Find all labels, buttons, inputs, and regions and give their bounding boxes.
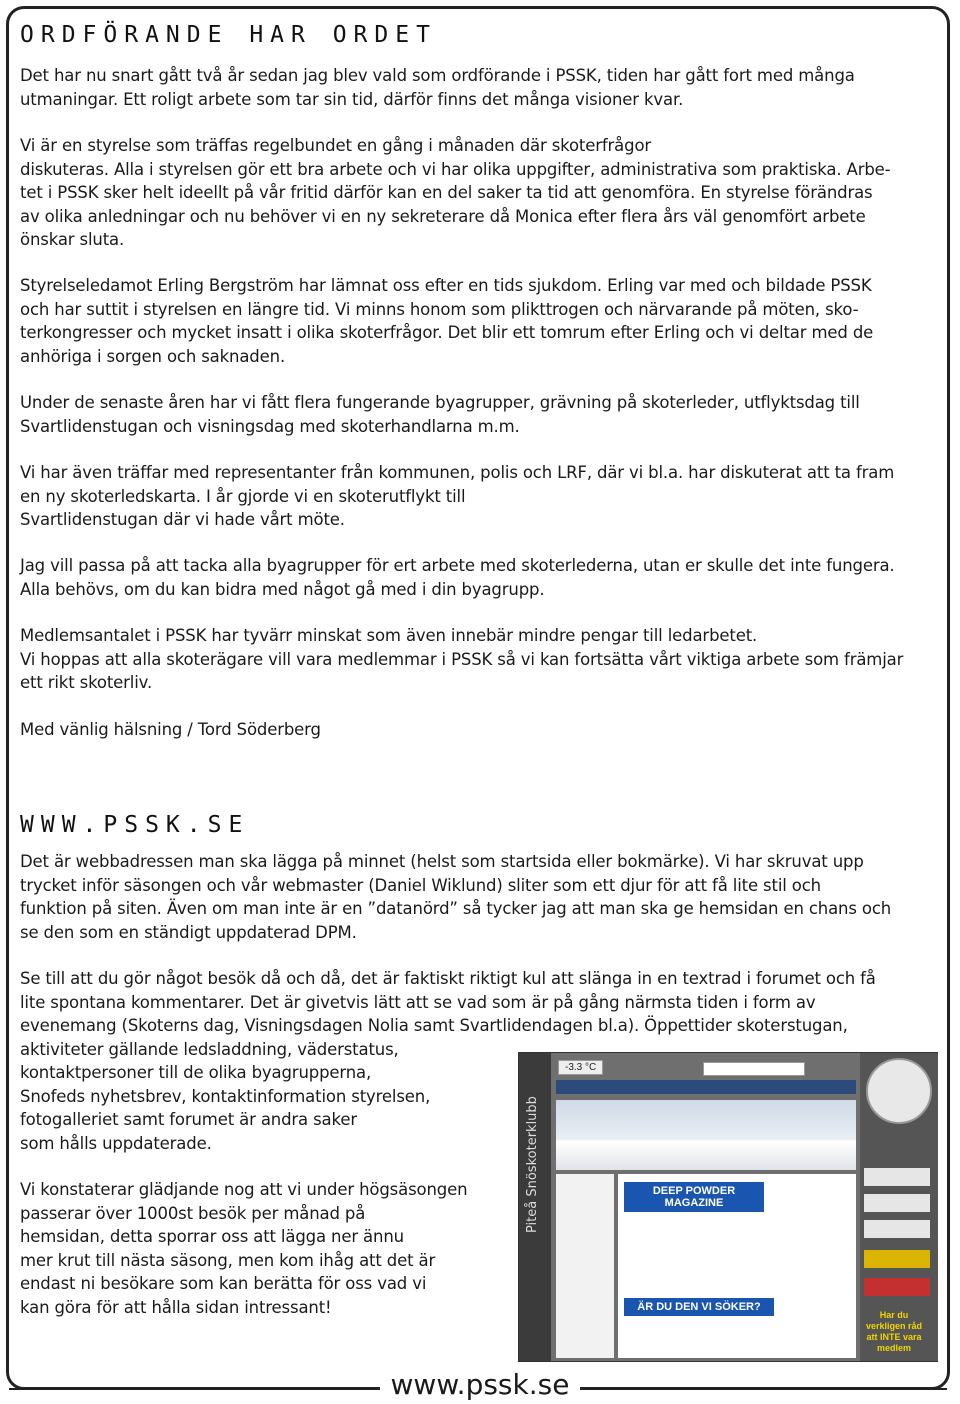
screenshot-magazine-banner: DEEP POWDER MAGAZINE: [624, 1182, 764, 1212]
screenshot-sidebar: [519, 1053, 551, 1361]
screenshot-ad-text: Har du verkligen råd att INTE vara medlem: [865, 1310, 923, 1353]
screenshot-sidebar-title: Piteå Snöskoterklubb: [525, 1096, 540, 1233]
chairman-paragraph-4: Under de senaste åren har vi fått flera fungerande byagrupper, grävning på skoterleder, utflyktsdag till Svartlidenstugan och visningsdag med skoterhandlarna m.m.: [20, 393, 860, 436]
screenshot-nav-bar: [556, 1080, 856, 1094]
website-heading: WWW.PSSK.SE: [20, 812, 250, 838]
screenshot-ad-3: [864, 1220, 930, 1238]
screenshot-club-logo: [866, 1058, 932, 1124]
chairman-paragraph-7: Medlemsantalet i PSSK har tyvärr minskat som även innebär mindre pengar till ledarbetet. Vi hoppas att alla skoterägare vill vara medlemmar i PSSK så vi kan fortsätta vårt viktiga arbete som främjar ett rikt skoterliv.: [20, 626, 904, 692]
screenshot-search-box: [703, 1062, 805, 1076]
screenshot-ad-5: [864, 1278, 930, 1296]
website-paragraph-2: Se till att du gör något besök då och då, det är faktiskt riktigt kul att slänga in en textrad i forumet och få lite spontana kommentarer. Det är givetvis lätt att se vad som är på gång närmsta tiden i form av evenemang (Skoterns dag, Visningsdagen Nolia samt Svartlidendagen bl.a). Öppettider skoterstugan, aktiviteter gällande ledsladdning, väderstatus, kontaktpersoner till de olika byagrupperna, Snofeds nyhetsbrev, kontaktinformation styrelsen, fotogalleriet samt forumet är andra saker som hålls uppdaterade.: [20, 969, 876, 1153]
chairman-paragraph-3: Styrelseledamot Erling Bergström har lämnat oss efter en tids sjukdom. Erling var med och bildade PSSK och har suttit i styrelsen en längre tid. Vi minns honom som plikttrogen och närvarande på möten, sko- terkongresser och mycket insatt i olika skoterfrågor. Det blir ett tomrum efter Erling och vi deltar med de anhöriga i sorgen och saknaden.: [20, 276, 874, 366]
screenshot-header-photo: [556, 1100, 856, 1170]
chairman-paragraph-1: Det har nu snart gått två år sedan jag blev vald som ordförande i PSSK, tiden har gått fort med många utmaningar. Ett roligt arbete som tar sin tid, därför finns det många visioner kvar.: [20, 66, 855, 109]
screenshot-temperature: -3.3 °C: [558, 1060, 603, 1075]
chairman-signature: Med vänlig hälsning / Tord Söderberg: [20, 720, 321, 739]
footer-url[interactable]: www.pssk.se: [380, 1368, 580, 1401]
screenshot-news-column: [556, 1174, 614, 1358]
website-paragraph-1: Det är webbadressen man ska lägga på minnet (helst som startsida eller bokmärke). Vi har skruvat upp trycket inför säsongen och vår webmaster (Daniel Wiklund) sliter som ett djur för att få lite stil och funktion på siten. Även om man inte är en ”datanörd” så tycker jag att man ska ge hemsidan en chans och se den som en ständigt uppdaterad DPM.: [20, 852, 892, 942]
chairman-paragraph-2: Vi är en styrelse som träffas regelbundet en gång i månaden där skoterfrågor diskuteras. Alla i styrelsen gör ett bra arbete och vi har olika uppgifter, administrativa som praktiska. Arbe- tet i PSSK sker helt ideellt på vår fritid därför kan en del saker ta tid att genomföra. En styrelse förändras av olika anledningar och nu behöver vi en ny sekreterare då Monica efter flera års väl genomfört arbete önskar sluta.: [20, 136, 891, 249]
chairman-paragraph-5: Vi har även träffar med representanter från kommunen, polis och LRF, där vi bl.a. har diskuterat att ta fram en ny skoterledskarta. I år gjorde vi en skoterutflykt till Svartlidenstugan där vi hade vårt möte.: [20, 463, 895, 529]
website-paragraph-3: Vi konstaterar glädjande nog att vi under högsäsongen passerar över 1000st besök per månad på hemsidan, detta sporrar oss att lägga ner ännu mer krut till nästa säsong, men kom ihåg att det är endast ni besökare som kan berätta för oss vad vi kan göra för att hålla sidan intressant!: [20, 1180, 468, 1317]
screenshot-ad-1: [864, 1168, 930, 1186]
footer-line-left: [9, 1388, 380, 1390]
screenshot-ad-4: [864, 1250, 930, 1268]
screenshot-ad-2: [864, 1194, 930, 1212]
chairman-paragraph-6: Jag vill passa på att tacka alla byagrupper för ert arbete med skoterlederna, utan er skulle det inte fungera. Alla behövs, om du kan bidra med något gå med i din byagrupp.: [20, 556, 895, 599]
screenshot-search-banner: ÄR DU DEN VI SÖKER?: [624, 1298, 774, 1316]
footer-line-right: [580, 1388, 947, 1390]
chairman-heading: ORDFÖRANDE HAR ORDET: [20, 22, 437, 48]
